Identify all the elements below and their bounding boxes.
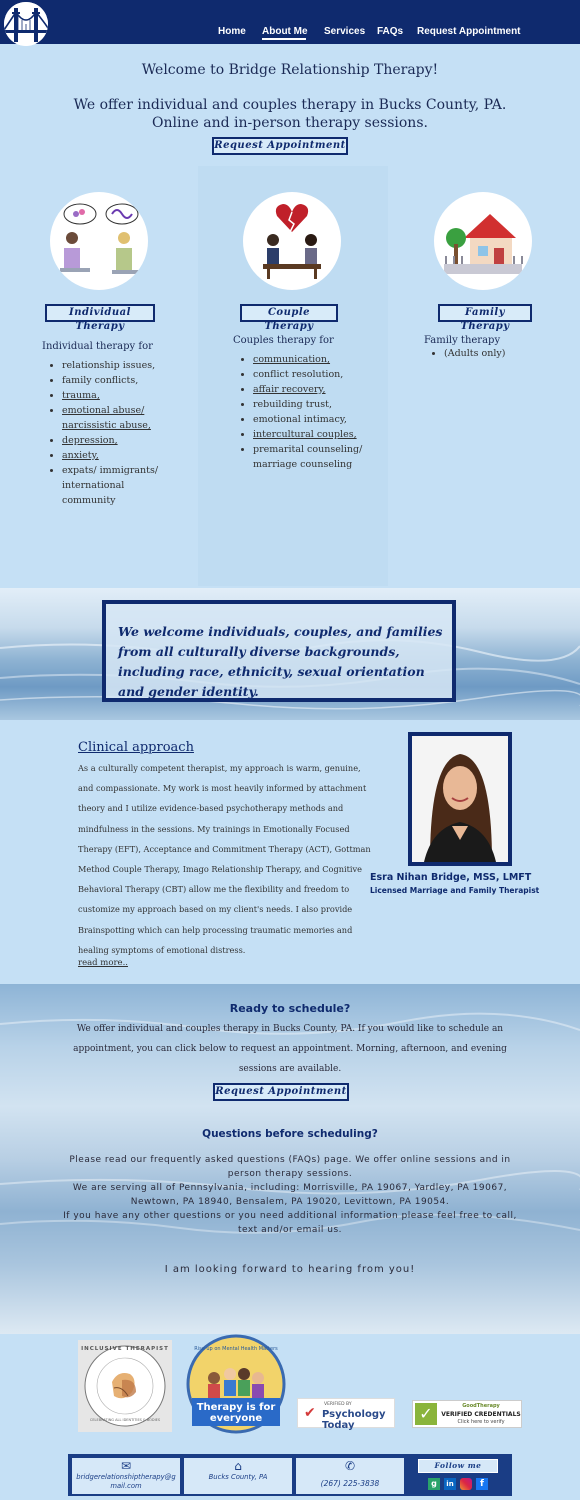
list-item: • premarital counseling/ marriage counseling: [253, 442, 383, 472]
individual-therapy-illustration: [50, 192, 148, 290]
linkedin-icon[interactable]: in: [444, 1478, 456, 1490]
ready-to-schedule-heading: Ready to schedule?: [229, 1002, 351, 1015]
home-icon: ⌂: [234, 1459, 242, 1473]
phone-icon: ✆: [344, 1459, 356, 1473]
goodtherapy-label: GoodTherapy: [462, 1403, 500, 1409]
click-to-verify-label: Click here to verify: [457, 1419, 505, 1425]
check-icon: ✔: [304, 1405, 316, 1421]
bridge-logo-icon[interactable]: [4, 2, 48, 46]
questions-heading: Questions before scheduling?: [202, 1128, 378, 1140]
instagram-icon[interactable]: [460, 1478, 472, 1490]
list-item: • family conflicts,: [62, 373, 192, 388]
intercultural-couples-link[interactable]: • intercultural couples,: [253, 427, 383, 442]
clinical-approach-heading[interactable]: Clinical approach: [78, 740, 194, 755]
therapist-credential: Licensed Marriage and Family Therapist: [370, 886, 540, 895]
offer-line-2: Online and in-person therapy sessions.: [152, 115, 428, 131]
nav-faqs[interactable]: FAQs: [377, 26, 404, 37]
nav-request-appointment[interactable]: Request Appointment: [417, 26, 521, 37]
hero-request-appointment-button[interactable]: Request Appointment: [212, 137, 348, 155]
goodtherapy-badge[interactable]: [412, 1400, 522, 1428]
couple-therapy-illustration: [243, 192, 341, 290]
envelope-icon: ✉: [120, 1459, 132, 1473]
trauma-link[interactable]: • trauma,: [62, 388, 192, 403]
service-area-note: We are serving all of Pennsylvania, including: Morrisville, PA 19067, Yardley, PA 19067, Newtown, PA 18940, Bensalem, PA 19020, Levittown, PA 19054.: [72, 1183, 508, 1207]
top-navbar: [0, 0, 580, 44]
family-therapy-list: [424, 335, 564, 361]
communication-link[interactable]: • communication,: [253, 352, 383, 367]
affair-recovery-link[interactable]: • affair recovery,: [253, 382, 383, 397]
couple-therapy-list: [233, 335, 383, 472]
individual-intro: Individual therapy for: [42, 341, 153, 352]
footer-phone[interactable]: [296, 1458, 404, 1494]
therapy-arc-text: Rise up on Mental Health Matters: [194, 1346, 278, 1352]
family-therapy-button[interactable]: Family Therapy: [438, 304, 532, 322]
depression-link[interactable]: • depression,: [62, 433, 192, 448]
emotional-abuse-link[interactable]: • emotional abuse/ narcissistic abuse,: [62, 403, 192, 433]
footer-social: [408, 1458, 508, 1494]
anxiety-link[interactable]: • anxiety,: [62, 448, 192, 463]
list-item: • relationship issues,: [62, 358, 192, 373]
read-more-link[interactable]: read more..: [78, 958, 128, 968]
offer-line-1: We offer individual and couples therapy in Bucks County, PA.: [73, 97, 507, 113]
active-nav-indicator: [262, 38, 306, 40]
diversity-welcome-text: We welcome individuals, couples, and families from all culturally diverse backgrounds, including race, ethnicity, sexual orientation and gender identity.: [118, 624, 443, 699]
closing-text: I am looking forward to hearing from you!: [164, 1264, 416, 1275]
therapist-name: Esra Nihan Bridge, MSS, LMFT: [370, 872, 532, 883]
individual-therapy-list: [42, 341, 192, 508]
facebook-icon[interactable]: f: [476, 1478, 488, 1490]
hero-offer-text: [0, 96, 580, 132]
footer-location[interactable]: [184, 1458, 292, 1494]
individual-therapy-button[interactable]: Individual Therapy: [45, 304, 155, 322]
couple-intro: Couples therapy for: [233, 335, 334, 346]
clinical-approach-body: As a culturally competent therapist, my approach is warm, genuine, and compassionate. My work is most heavily informed by attachment theory and I utilize evidence-based psychotherapy methods and mindfulness in the sessions. My trainings in Emotionally Focused Therapy (EFT), Acceptance and Commitment Therapy (ACT), Gottman Method Couple Therapy, Imago Relationship Therapy, and Cognitive Behavioral Therapy (CBT) allow me the flexibility and freedom to customize my approach based on my client's needs. I also provide Brainspotting which can help processing traumatic memories and healing symptoms of emotional distress.: [78, 763, 371, 955]
list-item: • (Adults only): [444, 346, 564, 361]
welcome-heading: Welcome to Bridge Relationship Therapy!: [141, 62, 439, 78]
schedule-request-appointment-button[interactable]: Request Appointment: [213, 1083, 349, 1101]
pt-verified-label: VERIFIED BY: [324, 1402, 352, 1407]
footer-location-text: Bucks County, PA: [208, 1473, 268, 1481]
nav-services[interactable]: Services: [324, 26, 366, 37]
couple-therapy-button[interactable]: Couple Therapy: [240, 304, 338, 322]
family-therapy-illustration: [434, 192, 532, 290]
therapy-for-everyone-text: Therapy is for everyone: [196, 1402, 276, 1424]
inclusive-therapist-sub: CELEBRATING ALL IDENTITIES & BODIES: [89, 1418, 161, 1422]
goodtherapy-social-icon[interactable]: g: [428, 1478, 440, 1490]
family-intro: Family therapy: [424, 335, 501, 346]
follow-me-label: Follow me: [418, 1459, 498, 1473]
therapist-photo: [408, 732, 512, 866]
questions-text: [60, 1153, 520, 1237]
verified-credentials-label: VERIFIED CREDENTIALS: [441, 1411, 521, 1418]
footer-email-text: bridgerelationshiptherapy@gmail.com: [76, 1473, 176, 1490]
verified-check-icon: ✓: [415, 1403, 437, 1425]
list-item: • emotional intimacy,: [253, 412, 383, 427]
footer-email[interactable]: [72, 1458, 180, 1494]
therapy-is-for-everyone-badge[interactable]: [186, 1334, 286, 1434]
footer-phone-text: (267) 225-3838: [320, 1479, 380, 1488]
faq-note: Please read our frequently asked questions (FAQs) page. We offer online sessions and in person therapy sessions.: [69, 1155, 511, 1179]
list-item: • expats/ immigrants/ international community: [62, 463, 192, 508]
footer-bar: [68, 1454, 512, 1496]
schedule-text: We offer individual and couples therapy in Bucks County, PA. If you would like to schedule an appointment, you can click below to request an appointment. Morning, afternoon, and evening sessions are available.: [73, 1024, 507, 1074]
inclusive-therapist-badge[interactable]: [78, 1340, 172, 1432]
psychology-today-label: Psychology Today: [322, 1409, 386, 1431]
nav-about-me[interactable]: About Me: [262, 26, 308, 37]
list-item: • conflict resolution,: [253, 367, 383, 382]
list-item: • rebuilding trust,: [253, 397, 383, 412]
contact-note: If you have any other questions or you need additional information please feel free to call, text and/or email us.: [63, 1211, 517, 1235]
inclusive-therapist-label: INCLUSIVE THERAPIST: [81, 1346, 169, 1352]
nav-home[interactable]: Home: [218, 26, 246, 37]
diversity-welcome-box: [102, 600, 456, 702]
psychology-today-badge[interactable]: [297, 1398, 395, 1431]
